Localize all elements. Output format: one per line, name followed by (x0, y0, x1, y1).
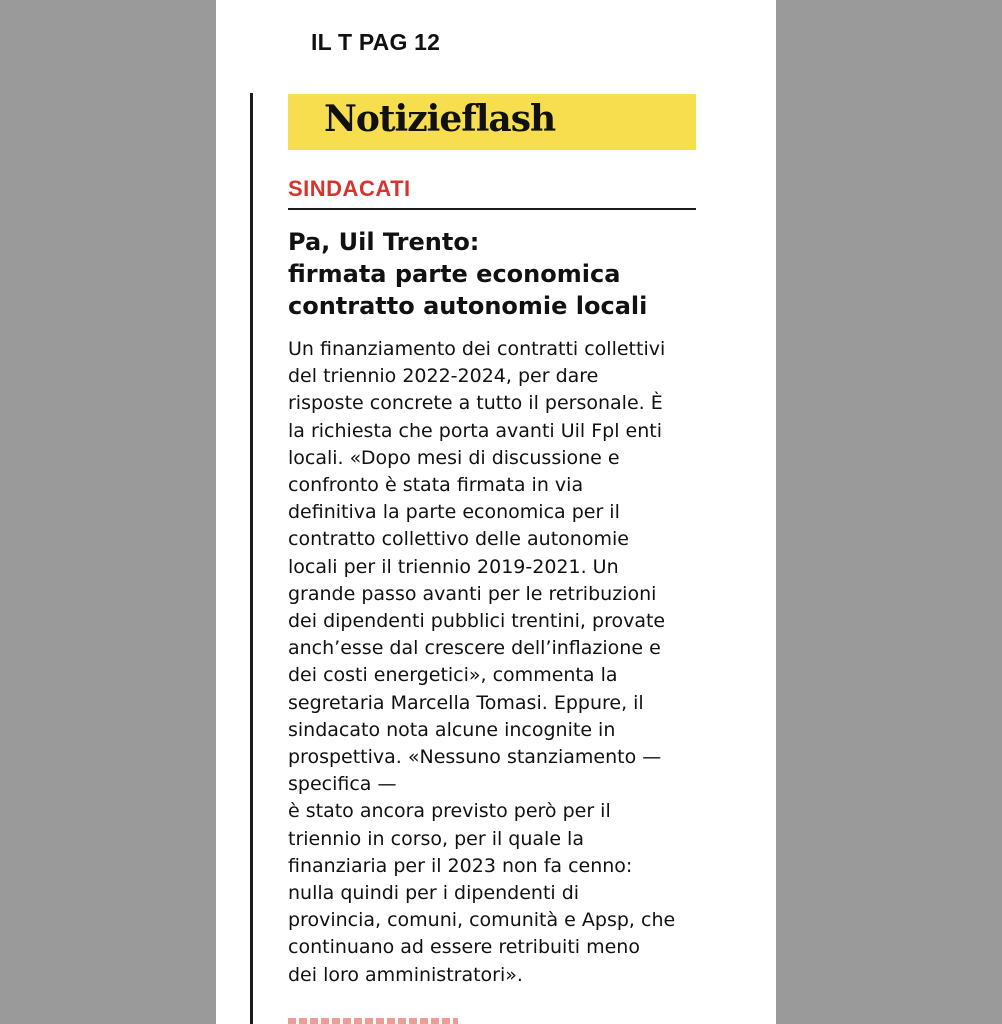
banner-word-notizie: Notizie (324, 98, 462, 140)
notizie-flash-banner (288, 94, 696, 150)
body-line: finanziaria per il 2023 non fa cenno: (288, 854, 633, 877)
body-line: locali. «Dopo mesi di discussione e (288, 446, 620, 469)
body-line: nulla quindi per i dipendenti di (288, 882, 580, 905)
body-line: dei costi energetici», commenta la (288, 664, 618, 687)
body-line: segretaria Marcella Tomasi. Eppure, il (288, 691, 644, 714)
kicker-divider (288, 208, 696, 210)
article-headline (288, 226, 708, 322)
headline-line: Pa, Uil Trento: (288, 228, 480, 256)
body-line: prospettiva. «Nessuno stanziamento — (288, 746, 662, 769)
body-line: dei loro amministratori». (288, 963, 523, 986)
body-line: confronto è stata firmata in via (288, 474, 584, 497)
banner-word-flash: flash (461, 98, 556, 140)
headline-line: contratto autonomie locali (288, 292, 648, 320)
body-line: sindacato nota alcune incognite in (288, 718, 616, 741)
next-section-kicker-fragment (288, 1018, 458, 1024)
body-line: locali per il triennio 2019-2021. Un (288, 555, 619, 578)
body-line: continuano ad essere retribuiti meno (288, 936, 640, 959)
body-line: Un finanziamento dei contratti collettivi (288, 338, 666, 360)
banner-title (324, 98, 555, 140)
column-rule (250, 93, 253, 1024)
newspaper-page (216, 0, 776, 1024)
body-line: contratto collettivo delle autonomie (288, 528, 629, 551)
body-line: provincia, comuni, comunità e Apsp, che (288, 909, 676, 932)
body-line: specifica — (288, 773, 397, 796)
body-line: anch’esse dal crescere dell’inflazione e (288, 637, 661, 660)
page-label: IL T PAG 12 (311, 29, 441, 55)
body-line: è stato ancora previsto però per il (288, 800, 611, 823)
body-line: la richiesta che porta avanti Uil Fpl enti (288, 419, 662, 442)
body-line: triennio in corso, per il quale la (288, 827, 584, 850)
body-line: grande passo avanti per le retribuzioni (288, 582, 657, 605)
body-line: dei dipendenti pubblici trentini, provate (288, 610, 666, 633)
body-line: risposte concrete a tutto il personale. È (288, 392, 663, 415)
body-line: del triennio 2022-2024, per dare (288, 365, 599, 388)
article-body (288, 336, 708, 989)
section-kicker: SINDACATI (288, 176, 411, 201)
body-line: definitiva la parte economica per il (288, 501, 620, 524)
headline-line: firmata parte economica (288, 260, 621, 288)
